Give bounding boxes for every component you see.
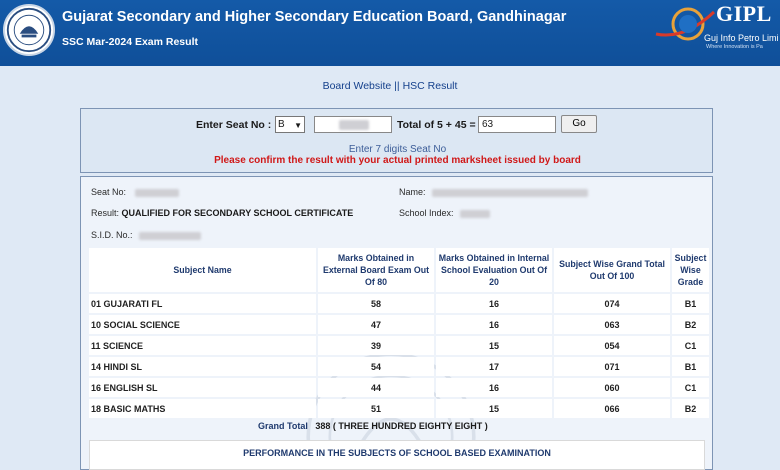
header-grade: Subject Wise Grade xyxy=(672,248,709,292)
header-internal-marks: Marks Obtained in Internal School Evaluation Out Of 20 xyxy=(436,248,552,292)
captcha-input[interactable]: 63 xyxy=(478,116,556,133)
school-index-row xyxy=(399,208,490,218)
header-grand-total: Subject Wise Grand Total Out Of 100 xyxy=(554,248,670,292)
subject-total: 071 xyxy=(554,357,670,376)
external-marks: 44 xyxy=(318,378,434,397)
exam-subtitle: SSC Mar-2024 Exam Result xyxy=(62,36,198,48)
subject-name: 14 HINDI SL xyxy=(89,357,316,376)
subject-grade: B1 xyxy=(672,357,709,376)
seat-hint: Enter 7 digits Seat No xyxy=(348,144,447,155)
grand-total-value: 388 ( THREE HUNDRED EIGHTY EIGHT ) xyxy=(315,421,488,431)
redacted-seat-no xyxy=(135,189,179,197)
external-marks: 47 xyxy=(318,315,434,334)
top-links xyxy=(0,80,780,92)
gipl-tagline: Where Innovation is Pa xyxy=(706,44,763,50)
gipl-company-name: Guj Info Petro Limi xyxy=(704,33,779,43)
table-row xyxy=(89,315,709,334)
subject-name: 16 ENGLISH SL xyxy=(89,378,316,397)
internal-marks: 15 xyxy=(436,399,552,418)
subject-total: 060 xyxy=(554,378,670,397)
redacted-seat-number xyxy=(339,120,369,130)
seat-no-label: Enter Seat No : xyxy=(196,119,272,131)
sid-row xyxy=(91,230,201,240)
redacted-school-index xyxy=(460,210,490,218)
subject-total: 054 xyxy=(554,336,670,355)
seat-no-row xyxy=(91,187,179,197)
marks-table xyxy=(87,246,711,420)
subject-grade: B2 xyxy=(672,399,709,418)
hsc-result-link[interactable]: HSC Result xyxy=(402,80,458,92)
seat-series-select[interactable] xyxy=(275,116,305,133)
header-external-marks: Marks Obtained in External Board Exam Out Of 80 xyxy=(318,248,434,292)
subject-grade: B2 xyxy=(672,315,709,334)
internal-marks: 16 xyxy=(436,294,552,313)
table-row xyxy=(89,357,709,376)
performance-title: PERFORMANCE IN THE SUBJECTS OF SCHOOL BASED EXAMINATION xyxy=(243,448,551,458)
board-seal-logo xyxy=(3,4,55,56)
site-header xyxy=(0,0,780,66)
internal-marks: 17 xyxy=(436,357,552,376)
gipl-logo-text: GIPL xyxy=(716,1,772,26)
seat-series-value: B xyxy=(278,119,285,130)
header-subject: Subject Name xyxy=(89,248,316,292)
table-row xyxy=(89,294,709,313)
name-label: Name: xyxy=(399,187,426,197)
external-marks: 58 xyxy=(318,294,434,313)
external-marks: 54 xyxy=(318,357,434,376)
school-index-label: School Index: xyxy=(399,208,454,218)
subject-total: 063 xyxy=(554,315,670,334)
subject-total: 066 xyxy=(554,399,670,418)
table-row xyxy=(89,378,709,397)
seat-number-input[interactable] xyxy=(314,116,392,133)
sid-label: S.I.D. No.: xyxy=(91,230,133,240)
go-button[interactable]: Go xyxy=(561,115,597,133)
grand-total-row xyxy=(258,421,488,431)
internal-marks: 16 xyxy=(436,378,552,397)
board-title: Gujarat Secondary and Higher Secondary Education Board, Gandhinagar xyxy=(62,9,567,25)
internal-marks: 16 xyxy=(436,315,552,334)
internal-marks: 15 xyxy=(436,336,552,355)
captcha-label: Total of 5 + 45 = xyxy=(397,119,476,131)
marksheet-warning: Please confirm the result with your actual printed marksheet issued by board xyxy=(214,155,581,166)
external-marks: 51 xyxy=(318,399,434,418)
link-separator: || xyxy=(394,80,400,92)
grand-total-label: Grand Total xyxy=(258,421,308,431)
seat-no-label: Seat No: xyxy=(91,187,127,197)
subject-grade: C1 xyxy=(672,336,709,355)
result-label: Result: xyxy=(91,208,120,218)
subject-total: 074 xyxy=(554,294,670,313)
result-row xyxy=(91,208,353,218)
subject-grade: C1 xyxy=(672,378,709,397)
name-row xyxy=(399,187,588,197)
subject-name: 18 BASIC MATHS xyxy=(89,399,316,418)
board-website-link[interactable]: Board Website xyxy=(322,80,392,92)
gipl-logo xyxy=(654,0,780,62)
table-row xyxy=(89,399,709,418)
subject-name: 10 SOCIAL SCIENCE xyxy=(89,315,316,334)
redacted-sid xyxy=(139,232,201,240)
subject-name: 11 SCIENCE xyxy=(89,336,316,355)
subject-name: 01 GUJARATI FL xyxy=(89,294,316,313)
seat-entry-form xyxy=(80,108,713,173)
marks-table-header xyxy=(89,248,709,292)
chevron-down-icon: ▼ xyxy=(294,121,302,130)
subject-grade: B1 xyxy=(672,294,709,313)
table-row xyxy=(89,336,709,355)
external-marks: 39 xyxy=(318,336,434,355)
redacted-name xyxy=(432,189,588,197)
result-value: QUALIFIED FOR SECONDARY SCHOOL CERTIFICATE xyxy=(121,208,354,218)
school-based-performance-section xyxy=(89,440,705,470)
